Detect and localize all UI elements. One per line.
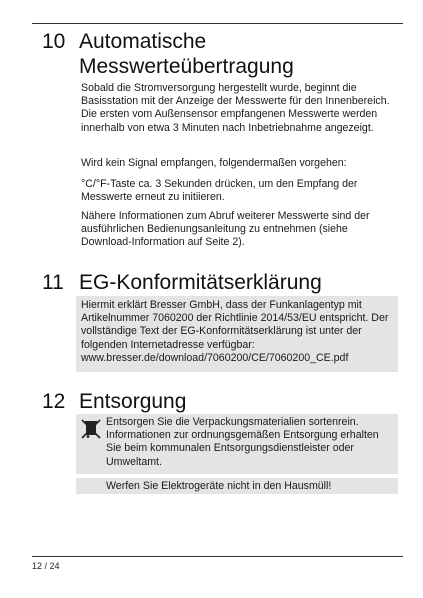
section-10-paragraph-4: Nähere Informationen zum Abruf weiterer Messwerte sind der ausführlichen Bedienungsanleitung zu entnehmen (siehe Download-Information auf Seite 2). — [81, 210, 370, 249]
crossed-out-wheelie-bin-icon — [80, 418, 102, 440]
section-11-box-text: Hiermit erklärt Bresser GmbH, dass der Funkanlagentyp mit Artikelnummer 7060200 der Richtlinie 2014/53/EU entspricht. Der vollständige Text der EG-Konformitätserklärung ist unter der folgenden Internetadresse verfügbar: www.bresser.de/download/7060200/CE/7060200_CE.pdf — [81, 299, 389, 364]
section-10-title-line1: Automatische — [79, 30, 207, 53]
section-12-box-text: Entsorgen Sie die Verpackungsmaterialien sortenrein. Informationen zur ordnungsgemäßen Entsorgung erhalten Sie beim kommunalen Entsorgungsdienstleister oder Umweltamt. — [106, 416, 379, 468]
page-number: 12 / 24 — [32, 561, 60, 571]
section-10-paragraph-3: °C/°F-Taste ca. 3 Sekunden drücken, um den Empfang der Messwerte erneut zu initiieren. — [81, 178, 358, 204]
section-12-box-text2: Werfen Sie Elektrogeräte nicht in den Hausmüll! — [106, 480, 332, 492]
section-10-paragraph-2: Wird kein Signal empfangen, folgendermaßen vorgehen: — [81, 157, 347, 169]
section-10-paragraph-1: Sobald die Stromversorgung hergestellt wurde, beginnt die Basisstation mit der Anzeige der Messwerte für den Innenbereich. Die ersten vom Außensensor empfangenen Messwerte werden innerhalb von etwa 3 Minuten nach Inbetriebnahme angezeigt. — [81, 82, 390, 134]
section-12-number: 12 — [42, 390, 66, 413]
section-11-number: 11 — [42, 271, 64, 294]
section-10-title-line2: Messwerteübertragung — [79, 55, 294, 78]
section-11-title: EG-Konformitätserklärung — [79, 271, 322, 294]
section-12-title: Entsorgung — [79, 390, 187, 413]
bottom-rule — [32, 556, 403, 557]
section-10-number: 10 — [42, 30, 66, 53]
top-rule — [32, 23, 403, 24]
